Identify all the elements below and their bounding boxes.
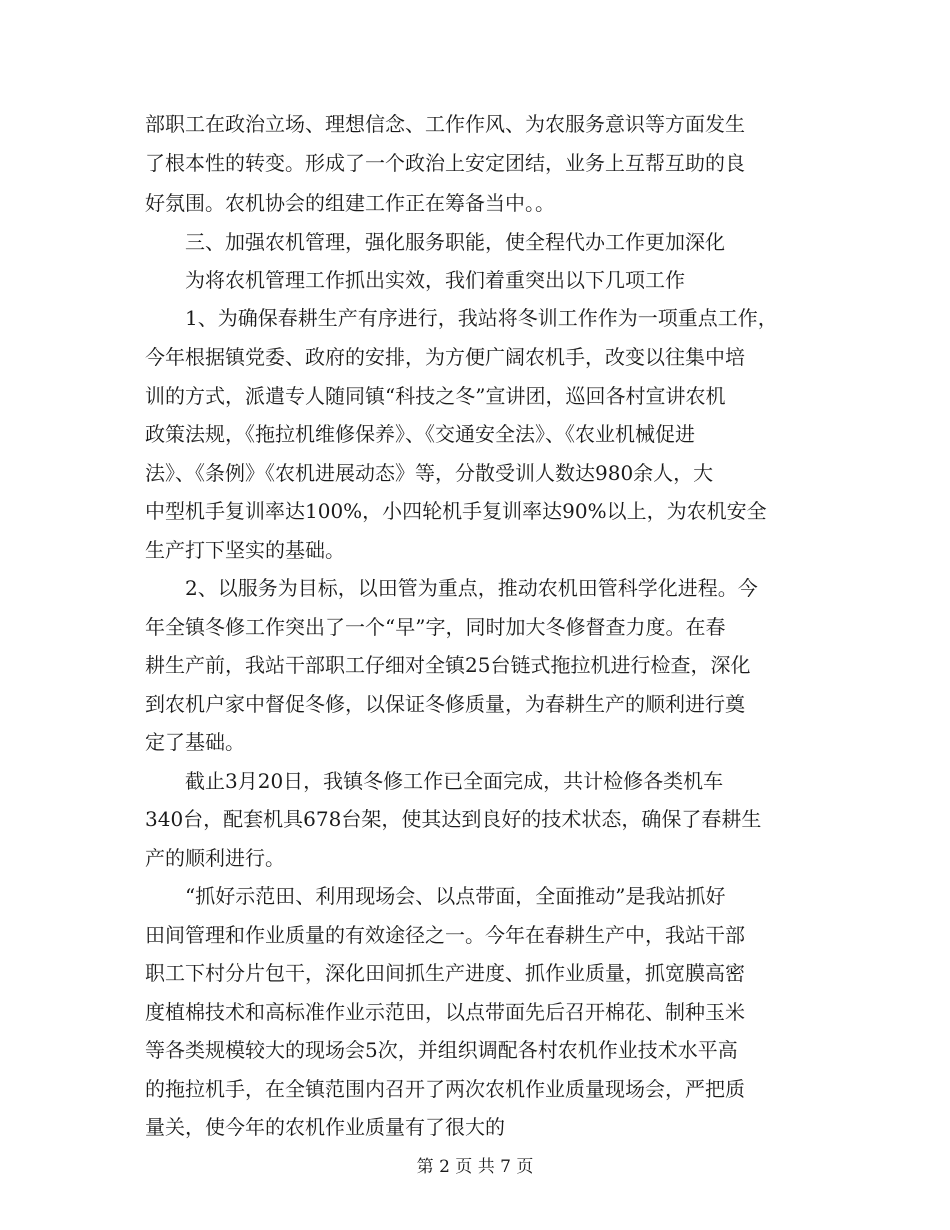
text-line: 今年根据镇党委、政府的安排，为方便广阔农机手，改变以往集中培 <box>145 345 745 369</box>
text-line: 法》、《条例》《农机进展动态》等，分散受训人数达980余人，大 <box>145 461 714 485</box>
text-line: 的拖拉机手，在全镇范围内召开了两次农机作业质量现场会，严把质 <box>145 1077 745 1101</box>
page-number-footer: 第 2 页 共 7 页 <box>416 1157 534 1177</box>
text-line: 生产打下坚实的基础。 <box>145 538 345 562</box>
text-line: 截止3月20日，我镇冬修工作已全面完成，共计检修各类机车 <box>185 769 724 793</box>
text-line: 度植棉技术和高标准作业示范田，以点带面先后召开棉花、制种玉米 <box>145 1000 745 1024</box>
text-line: 到农机户家中督促冬修，以保证冬修质量，为春耕生产的顺利进行奠 <box>145 692 745 716</box>
text-line: 中型机手复训率达100%，小四轮机手复训率达90%以上，为农机安全 <box>145 499 767 523</box>
text-line: 训的方式，派遣专人随同镇“科技之冬”宣讲团，巡回各村宣讲农机 <box>145 384 726 408</box>
text-line: 部职工在政治立场、理想信念、工作作风、为农服务意识等方面发生 <box>145 112 745 136</box>
text-line: 好氛围。农机协会的组建工作正在筹备当中。。 <box>145 191 555 215</box>
text-line: 政策法规，《拖拉机维修保养》、《交通安全法》、《农业机械促进 <box>145 422 695 446</box>
text-line: “抓好示范田、利用现场会、以点带面，全面推动”是我站抓好 <box>185 884 726 908</box>
text-line: 340台，配套机具678台架，使其达到良好的技术状态，确保了春耕生 <box>145 807 762 831</box>
text-line: 为将农机管理工作抓出实效，我们着重突出以下几项工作 <box>185 268 685 292</box>
text-line: 了根本性的转变。形成了一个政治上安定团结，业务上互帮互助的良 <box>145 151 745 175</box>
text-line: 年全镇冬修工作突出了一个“早”字，同时加大冬修督查力度。在春 <box>145 615 726 639</box>
text-line: 定了基础。 <box>145 730 245 754</box>
section-heading: 三、加强农机管理，强化服务职能，使全程代办工作更加深化 <box>185 230 725 254</box>
text-line: 等各类规模较大的现场会5次，并组织调配各村农机作业技术水平高 <box>145 1038 738 1062</box>
text-line: 产的顺利进行。 <box>145 846 285 870</box>
text-line: 耕生产前，我站干部职工仔细对全镇25台链式拖拉机进行检查，深化 <box>145 653 751 677</box>
text-line: 量关，使今年的农机作业质量有了很大的 <box>145 1115 505 1139</box>
text-line: 1、为确保春耕生产有序进行，我站将冬训工作作为一项重点工作， <box>185 306 778 330</box>
text-line: 田间管理和作业质量的有效途径之一。今年在春耕生产中，我站干部 <box>145 923 745 947</box>
text-line: 2、以服务为目标，以田管为重点，推动农机田管科学化进程。今 <box>185 576 758 600</box>
text-line: 职工下村分片包干，深化田间抓生产进度、抓作业质量，抓宽膜高密 <box>145 961 745 985</box>
